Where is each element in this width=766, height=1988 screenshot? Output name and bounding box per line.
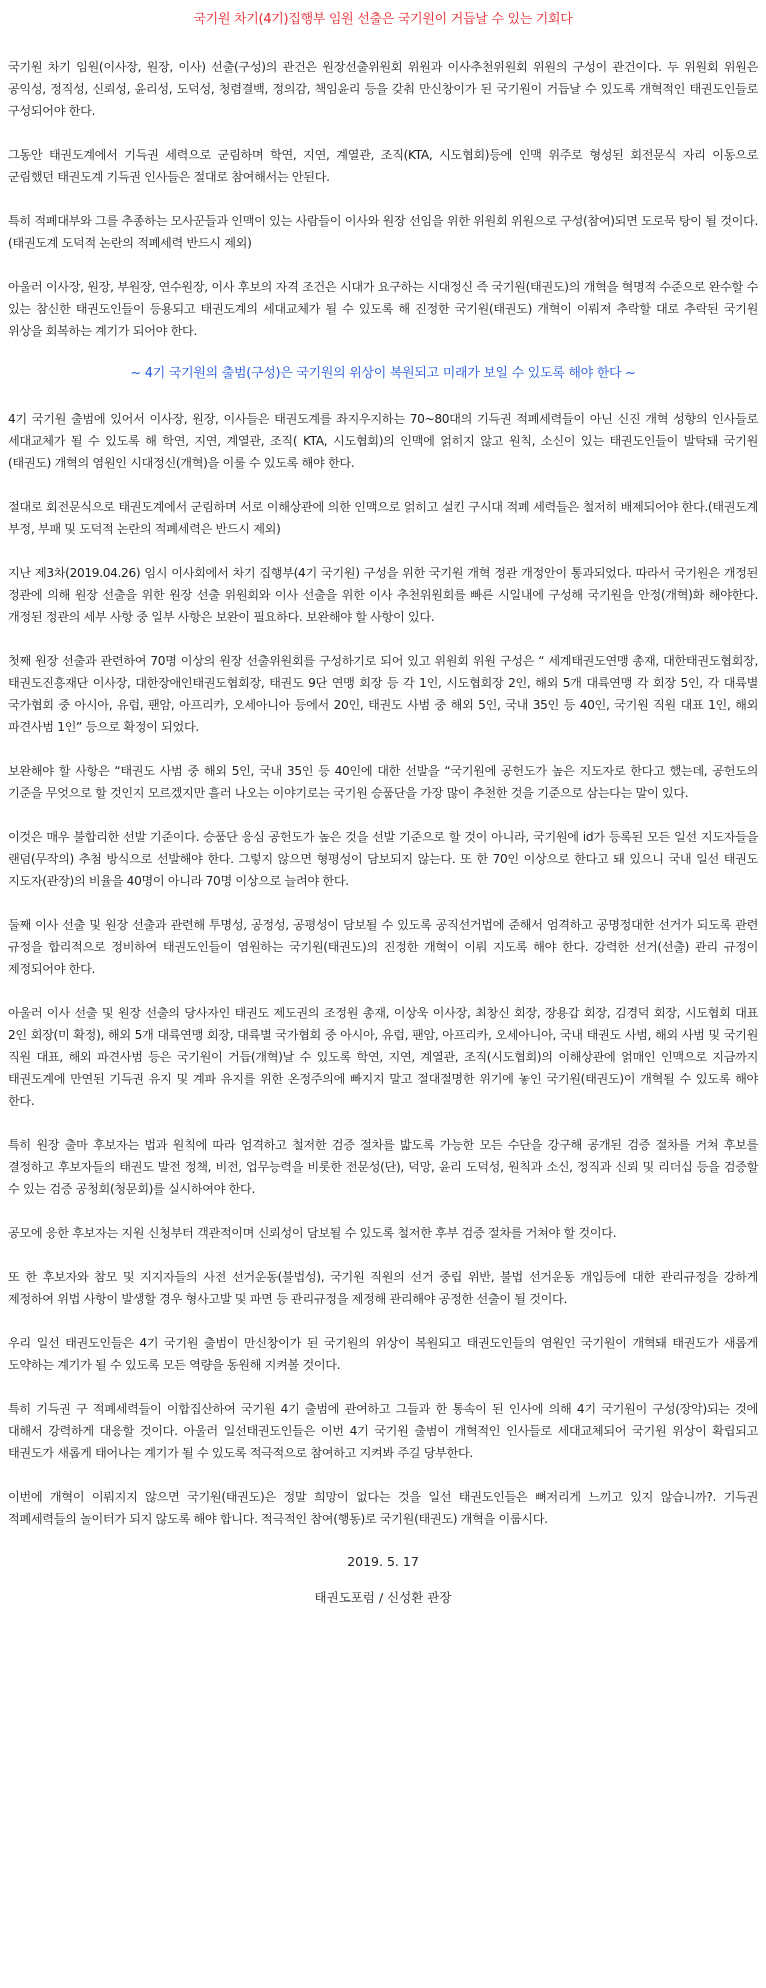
author-signature: 태권도포럼 / 신성환 관장 (314, 1590, 452, 1605)
body-paragraph-10: 공모에 응한 후보자는 지원 신청부터 객관적이며 신뢰성이 담보될 수 있도록 철저한 후부 검증 절차를 거쳐야 할 것이다. (8, 1226, 617, 1240)
body-paragraph-5: 보완해야 할 사항은 “태권도 사범 중 해외 5인, 국내 35인 등 40인에 대한 선발을 “국기원에 공헌도가 높은 지도자로 한다고 했는데, 공헌도의 기준을 무엇으로 할 것인지 모르겠지만 흘러 나오는 이야기로는 국기원 승품단을 가장 많이 추천한 것을 기준으로 삼는다는 말이 있다. (8, 764, 758, 800)
intro-section (8, 56, 758, 342)
body-paragraph-1: 4기 국기원 출범에 있어서 이사장, 원장, 이사들은 태권도계를 좌지우지하는 70~80대의 기득권 적폐세력들이 아닌 신진 개혁 성향의 인사들로 세대교체가 될 수 있도록 해 학연, 지연, 계열관, 조직( KTA, 시도협회)의 인맥에 얽히지 않고 원칙, 소신이 있는 태권도인들이 발탁돼 국기원(태권도) 개혁의 염원인 시대정신(개혁)을 이룰 수 있도록 해야 한다. (8, 412, 758, 470)
body-paragraph-13: 특히 기득권 구 적폐세력들이 이합집산하여 국기원 4기 출범에 관여하고 그들과 한 통속이 된 인사에 의해 4기 국기원이 구성(장악)되는 것에 대해서 강력하게 대응할 것이다. 아울러 일선태권도인들은 이번 4기 국기원 출범이 개혁적인 인사들로 세대교체되어 국기원 위상이 확립되고 태권도가 새롭게 태어나는 계기가 될 수 있도록 적극적으로 참여하고 지켜봐 주길 당부한다. (8, 1402, 758, 1460)
body-paragraph-4: 첫째 원장 선출과 관련하여 70명 이상의 원장 선출위원회를 구성하기로 되어 있고 위원회 위원 구성은 “ 세계태권도연맹 총재, 대한태권도협회장, 태권도진흥재단 이사장, 대한장애인태권도협회장, 태권도 9단 연맹 회장 등 각 1인, 시도협회장 2인, 해외 5개 대륙연맹 각 회장 5인, 각 대륙별 국가협회 중 아시아, 유럽, 팬암, 아프리카, 오세아니아 등에서 20인, 태권도 사범 중 해외 5인, 국내 35인 등 40인, 국기원 직원 대표 1인, 해외 파견사범 1인” 등으로 확정이 되었다. (8, 654, 758, 734)
section-subtitle: ~ 4기 국기원의 출범(구성)은 국기원의 위상이 복원되고 미래가 보일 수 있도록 해야 한다 ~ (130, 366, 636, 381)
intro-paragraph-3: 특히 적폐대부와 그를 추종하는 모사꾼들과 인맥이 있는 사람들이 이사와 원장 선임을 위한 위원회 위원으로 구성(참여)되면 도로묵 탕이 될 것이다.(태권도계 도덕적 논란의 적폐세력 반드시 제외) (8, 214, 758, 250)
intro-paragraph-2: 그동안 태권도계에서 기득권 세력으로 군림하며 학연, 지연, 계열관, 조직(KTA, 시도협회)등에 인맥 위주로 형성된 회전문식 자리 이동으로 군림했던 태권도계 기득권 인사들은 절대로 참여해서는 안된다. (8, 148, 758, 184)
intro-paragraph-1: 국기원 차기 임원(이사장, 원장, 이사) 선출(구성)의 관건은 원장선출위원회 위원과 이사추천위원회 위원의 구성이 관건이다. 두 위원회 위원은 공익성, 정직성, 신뢰성, 윤리성, 도덕성, 청렴결백, 정의감, 책임윤리 등을 갖춰 만신창이가 된 국기원이 거듭날 수 있도록 개혁적인 태권도인들로 구성되어야 한다. (8, 60, 758, 118)
body-paragraph-12: 우리 일선 태권도인들은 4기 국기원 출범이 만신창이가 된 국기원의 위상이 복원되고 태권도인들의 염원인 국기원이 개혁돼 태권도가 새롭게 도약하는 계기가 될 수 있도록 모든 역량을 동원해 지켜볼 것이다. (8, 1336, 758, 1372)
article-title: 국기원 차기(4기)집행부 임원 선출은 국기원이 거듭날 수 있는 기회다 (193, 12, 573, 27)
body-paragraph-2: 절대로 회전문식으로 태권도계에서 군림하며 서로 이해상관에 의한 인맥으로 얽히고 설킨 구시대 적폐 세력들은 철저히 배제되어야 한다.(태권도계 부정, 부패 및 도덕적 논란의 적폐세력은 반드시 제외) (8, 500, 758, 536)
body-paragraph-9: 특히 원장 출마 후보자는 법과 원칙에 따라 엄격하고 철저한 검증 절차를 밟도록 가능한 모든 수단을 강구해 공개된 검증 절차를 거쳐 후보를 결정하고 후보자들의 태권도 발전 정책, 비전, 업무능력을 비롯한 전문성(단), 덕망, 윤리 도덕성, 원칙과 소신, 정직과 신뢰 및 리더십 등을 검증할 수 있는 검증 공청회(청문회)를 실시하여야 한다. (8, 1138, 758, 1196)
body-paragraph-11: 또 한 후보자와 참모 및 지지자들의 사전 선거운동(불법성), 국기원 직원의 선거 중립 위반, 불법 선거운동 개입등에 대한 관리규정을 강하게 제정하여 위법 사항이 발생할 경우 형사고발 및 파면 등 관리규정을 제정해 관리해야 공정한 선출이 될 것이다. (8, 1270, 758, 1306)
body-paragraph-6: 이것은 매우 불합리한 선발 기준이다. 승품단 응심 공헌도가 높은 것을 선발 기준으로 할 것이 아니라, 국기원에 id가 등록된 모든 일선 지도자들을 랜덤(무작의) 추첨 방식으로 선발해야 한다. 그렇지 않으면 형평성이 담보되지 않는다. 또 한 70인 이상으로 한다고 돼 있으니 국내 일선 태권도 지도자(관장)의 비율을 40명이 아니라 70명 이상으로 늘려야 한다. (8, 830, 758, 888)
body-section (8, 408, 758, 1530)
body-paragraph-3: 지난 제3차(2019.04.26) 임시 이사회에서 차기 집행부(4기 국기원) 구성을 위한 국기원 개혁 정관 개정안이 통과되었다. 따라서 국기원은 개정된 정관에 의해 원장 선출을 위한 원장 선출 위원회와 이사 선출을 위한 이사 추천위원회를 빠른 시일내에 구성해 국기원을 안정(개혁)화 해야한다. 개정된 정관의 세부 사항 중 일부 사항은 보완이 필요하다. 보완해야 할 사항이 있다. (8, 566, 758, 624)
article-date: 2019. 5. 17 (347, 1554, 419, 1569)
body-paragraph-7: 둘째 이사 선출 및 원장 선출과 관련해 투명성, 공정성, 공평성이 담보될 수 있도록 공직선거법에 준해서 엄격하고 공명정대한 선거가 되도록 관련 규정을 합리적으로 정비하여 태권도인들이 염원하는 국기원(태권도)의 진정한 개혁이 이뤄 지도록 해야 한다. 강력한 선거(선출) 관리 규정이 제정되어야 한다. (8, 918, 758, 976)
body-paragraph-14: 이번에 개혁이 이뤄지지 않으면 국기원(태권도)은 정말 희망이 없다는 것을 일선 태권도인들은 뼈저리게 느끼고 있지 않습니까?. 기득권 적폐세력들의 놀이터가 되지 않도록 해야 합니다. 적극적인 참여(행동)로 국기원(태권도) 개혁을 이룹시다. (8, 1490, 758, 1526)
intro-paragraph-4: 아울러 이사장, 원장, 부원장, 연수원장, 이사 후보의 자격 조건은 시대가 요구하는 시대정신 즉 국기원(태권도)의 개혁을 혁명적 수준으로 완수할 수 있는 참신한 태권도인들이 등용되고 태권도계의 세대교체가 될 수 있도록 해 진정한 국기원(태권도) 개혁이 이뤄져 추락할 대로 추락된 국기원 위상을 회복하는 계기가 되어야 한다. (8, 280, 758, 338)
body-paragraph-8: 아울러 이사 선출 및 원장 선출의 당사자인 태권도 제도권의 조정원 총재, 이상욱 이사장, 최창신 회장, 장용갑 회장, 김경덕 회장, 시도협회 대표 2인 회장(미 확정), 해외 5개 대륙연맹 회장, 대륙별 국가협회 중 아시아, 유럽, 팬암, 아프리카, 오세아니아, 국내 태권도 사범, 해외 사범 및 국기원 직원 대표, 해외 파견사범 등은 국기원이 거듭(개혁)날 수 있도록 학연, 지연, 계열관, 조직(시도협회)의 이해상관에 얽매인 인맥으로 지금까지 태권도계에 만연된 기득권 유지 및 계파 유지를 위한 온정주의에 빠지지 말고 절대절명한 위기에 놓인 국기원(태권도)이 개혁될 수 있도록 해야 한다. (8, 1006, 758, 1108)
